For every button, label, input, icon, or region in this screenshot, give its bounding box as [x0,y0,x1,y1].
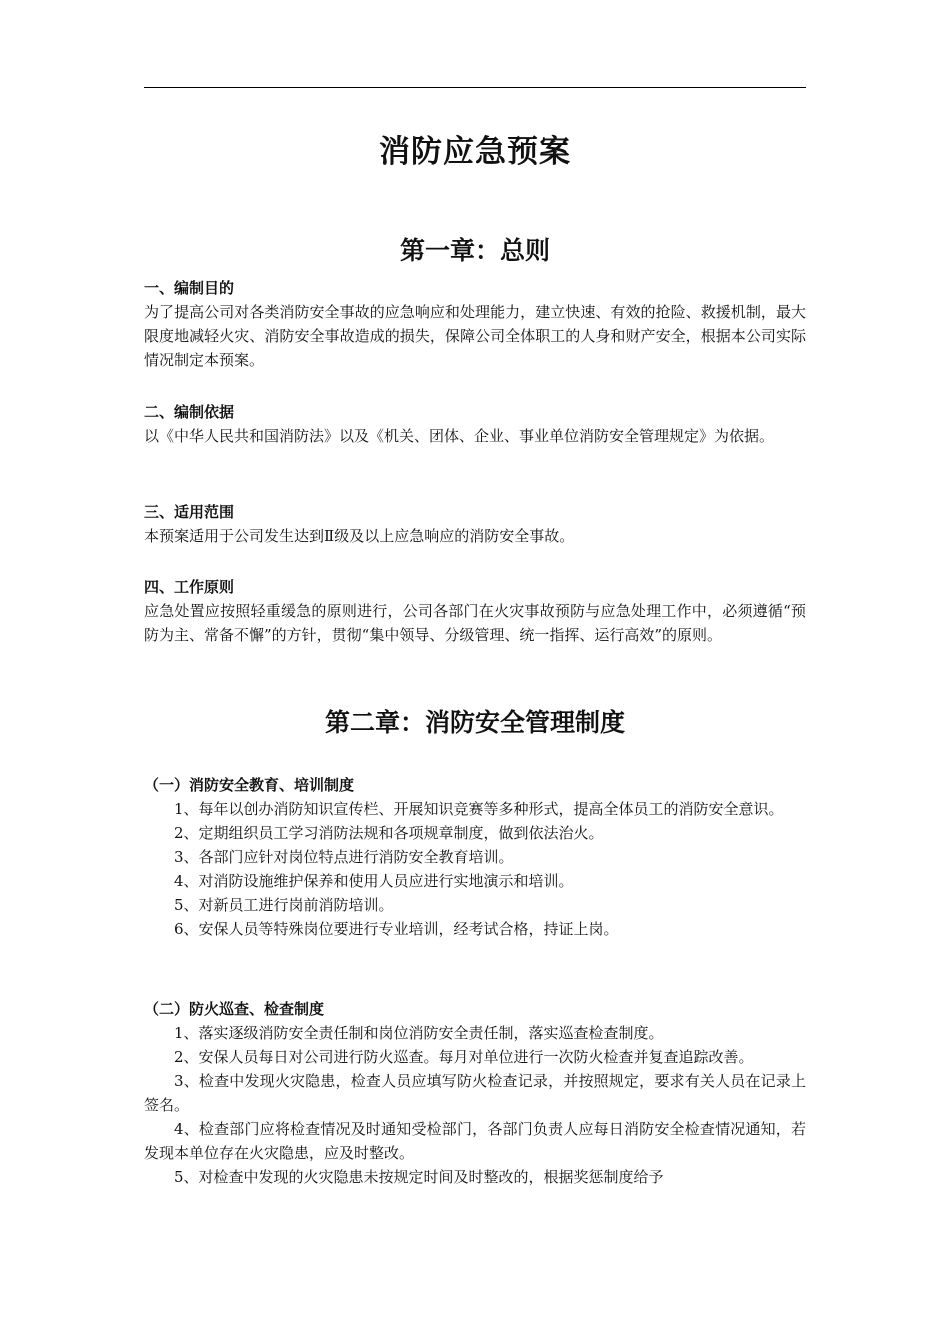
section-heading: 二、编制依据 [144,403,235,421]
list-item: 3、各部门应针对岗位特点进行消防安全教育培训。 [174,848,514,866]
section-heading: 四、工作原则 [144,578,235,596]
section-body: 为了提高公司对各类消防安全事故的应急响应和处理能力，建立快速、有效的抢险、救援机制，最大限度地减轻火灾、消防安全事故造成的损失，保障公司全体职工的人身和财产安全，根据本公司实际情况制定本预案。 [144,303,806,369]
list-item: 1、每年以创办消防知识宣传栏、开展知识竞赛等多种形式，提高全体员工的消防安全意识。 [174,800,784,818]
list-item: 4、对消防设施维护保养和使用人员应进行实地演示和培训。 [174,872,574,890]
list-item: 3、检查中发现火灾隐患，检查人员应填写防火检查记录，并按照规定，要求有关人员在记录上签名。 [144,1072,806,1114]
section-heading: 一、编制目的 [144,279,235,297]
list-item: 6、安保人员等特殊岗位要进行专业培训，经考试合格，持证上岗。 [174,920,619,938]
section-scope [144,500,806,548]
section-purpose [144,276,806,372]
list-item: 5、对新员工进行岗前消防培训。 [174,896,394,914]
section-heading: （一）消防安全教育、培训制度 [144,776,355,794]
list-item: 4、检查部门应将检查情况及时通知受检部门，各部门负责人应每日消防安全检查情况通知，若发现本单位存在火灾隐患，应及时整改。 [144,1120,806,1162]
section-basis [144,400,806,448]
section-body: 应急处置应按照轻重缓急的原则进行，公司各部门在火灾事故预防与应急处理工作中，必须遵循“预防为主、常备不懈”的方针，贯彻“集中领导、分级管理、统一指挥、运行高效”的原则。 [144,602,806,644]
section-heading: 三、适用范围 [144,503,235,521]
header-rule [144,87,806,88]
document-title: 消防应急预案 [379,134,571,170]
chapter-1-heading: 第一章：总则 [399,236,550,265]
section-inspection [144,997,806,1189]
section-principles [144,575,806,647]
list-item: 2、定期组织员工学习消防法规和各项规章制度，做到依法治火。 [174,824,604,842]
chapter-2-heading: 第二章：消防安全管理制度 [324,708,625,737]
list-item: 5、对检查中发现的火灾隐患未按规定时间及时整改的，根据奖惩制度给予 [174,1168,664,1186]
list-item: 1、落实逐级消防安全责任制和岗位消防安全责任制，落实巡查检查制度。 [174,1024,664,1042]
list-item: 2、安保人员每日对公司进行防火巡查。每月对单位进行一次防火检查并复查追踪改善。 [174,1048,754,1066]
section-education-training [144,773,806,941]
section-body: 以《中华人民共和国消防法》以及《机关、团体、企业、事业单位消防安全管理规定》为依据。 [144,427,775,445]
section-heading: （二）防火巡查、检查制度 [144,1000,325,1018]
section-body: 本预案适用于公司发生达到Ⅱ级及以上应急响应的消防安全事故。 [144,527,575,545]
